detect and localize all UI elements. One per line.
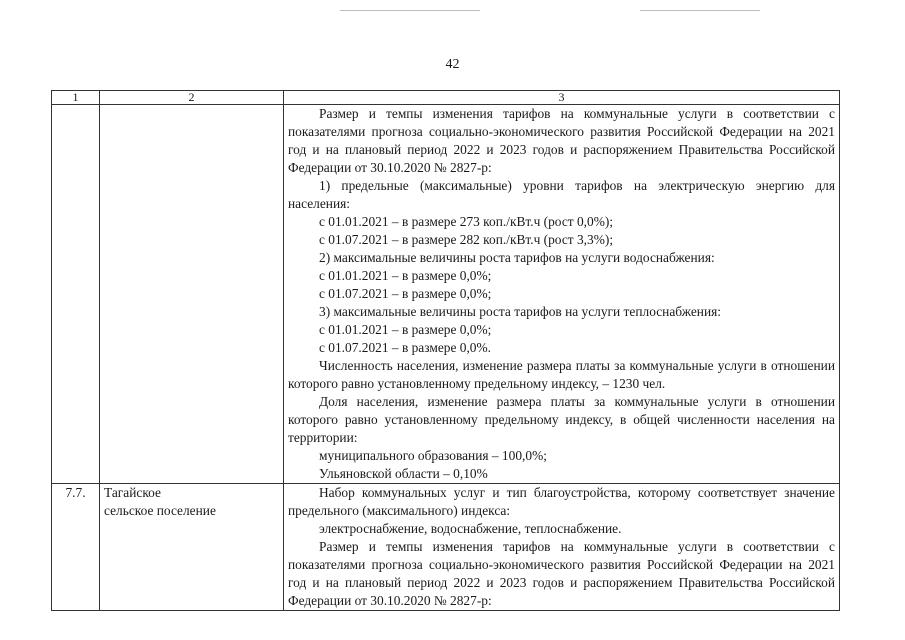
paragraph: с 01.01.2021 – в размере 273 коп./кВт.ч (рост 0,0%); xyxy=(319,214,614,229)
paragraph: с 01.07.2021 – в размере 282 коп./кВт.ч (рост 3,3%); xyxy=(319,232,614,247)
paragraph: с 01.01.2021 – в размере 0,0%; xyxy=(319,322,492,337)
table-header-row xyxy=(52,91,840,105)
settlement-name: Тагайское сельское поселение xyxy=(100,484,284,611)
paragraph: с 01.01.2021 – в размере 0,0%; xyxy=(319,268,492,283)
page-number: 42 xyxy=(445,57,460,72)
paragraph: Размер и темпы изменения тарифов на коммунальные услуги в соответствии с показателями прогноза социально-экономического развития Российской Федерации на 2021 год и на плановый период 2022 и 2023 годов и распоряжением Правительства Российской Федерации от 30.10.2020 № 2827-р: xyxy=(288,539,835,608)
row-number: 7.7. xyxy=(52,484,100,611)
table-row xyxy=(52,484,840,611)
paragraph: муниципального образования – 100,0%; xyxy=(319,448,547,463)
row-content xyxy=(284,484,840,611)
row-content xyxy=(284,105,840,484)
header-col-2: 2 xyxy=(100,91,284,105)
paragraph: Набор коммунальных услуг и тип благоустройства, которому соответствует значение предельного (максимального) индекса: xyxy=(288,485,835,518)
table-row xyxy=(52,105,840,484)
paragraph: 2) максимальные величины роста тарифов на услуги водоснабжения: xyxy=(319,250,715,265)
paragraph: с 01.07.2021 – в размере 0,0%. xyxy=(319,340,491,355)
tariff-table xyxy=(51,90,840,611)
paragraph: 1) предельные (максимальные) уровни тарифов на электрическую энергию для населения: xyxy=(288,178,835,211)
paragraph: Доля населения, изменение размера платы за коммунальные услуги в отношении которого равно установленному предельному индексу, в общей численности населения на территории: xyxy=(288,394,835,445)
settlement-name xyxy=(100,105,284,484)
paragraph: Размер и темпы изменения тарифов на коммунальные услуги в соответствии с показателями прогноза социально-экономического развития Российской Федерации на 2021 год и на плановый период 2022 и 2023 годов и распоряжением Правительства Российской Федерации от 30.10.2020 № 2827-р: xyxy=(288,106,835,175)
paragraph: 3) максимальные величины роста тарифов на услуги теплоснабжения: xyxy=(319,304,721,319)
paragraph: Ульяновской области – 0,10% xyxy=(319,466,488,481)
paragraph: с 01.07.2021 – в размере 0,0%; xyxy=(319,286,492,301)
paragraph: электроснабжение, водоснабжение, теплоснабжение. xyxy=(319,521,622,536)
header-col-1: 1 xyxy=(52,91,100,105)
row-number xyxy=(52,105,100,484)
paragraph: Численность населения, изменение размера платы за коммунальные услуги в отношении которого равно установленному предельному индексу, – 1230 чел. xyxy=(288,358,835,391)
header-col-3: 3 xyxy=(284,91,840,105)
